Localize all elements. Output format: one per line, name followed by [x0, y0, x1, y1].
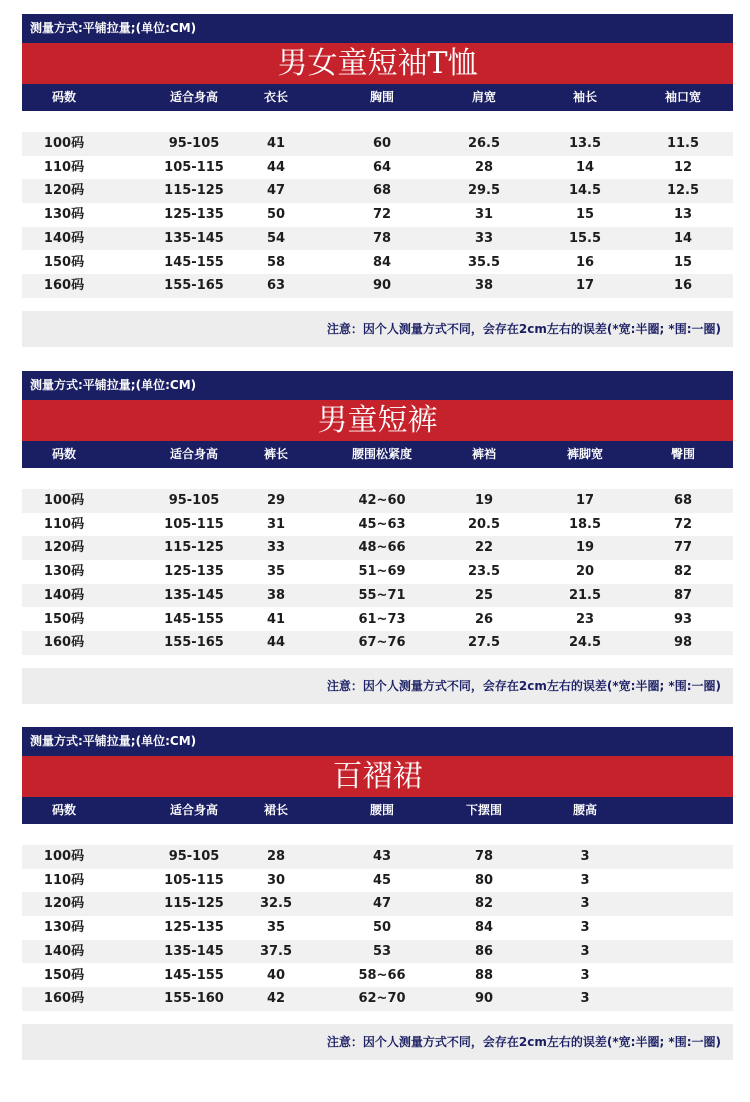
table-cell: 33: [266, 540, 286, 556]
table-cell: 160码: [43, 278, 85, 294]
table-cell: 150码: [43, 254, 85, 270]
table-cell: 90: [474, 991, 494, 1007]
table-cell: 3: [580, 920, 590, 936]
table-cell: 95-105: [168, 493, 220, 508]
table-cell: 31: [266, 516, 286, 532]
table-row: [22, 631, 733, 655]
table-cell: 12.5: [666, 183, 700, 199]
table-cell: 35: [266, 920, 286, 936]
table-cell: 44: [266, 159, 286, 175]
table-row: [22, 940, 733, 964]
table-cell: 80: [474, 872, 494, 888]
table-cell: 135-145: [164, 943, 224, 959]
table-cell: 16: [673, 278, 693, 294]
table-cell: 51~69: [358, 564, 406, 580]
table-cell: 38: [474, 278, 494, 294]
column-header: 裤脚宽: [566, 447, 604, 461]
table-cell: 45~63: [358, 516, 406, 532]
table-cell: 29.5: [467, 183, 501, 199]
table-cell: 21.5: [568, 587, 602, 603]
section-shorts: [22, 371, 733, 693]
table-cell: 45: [372, 872, 392, 888]
table-cell: 3: [580, 967, 590, 983]
table-cell: 98: [673, 635, 693, 651]
table-cell: 54: [266, 230, 286, 246]
table-cell: 30: [266, 872, 286, 888]
column-header: 裙长: [263, 803, 289, 817]
column-header: 裤长: [263, 447, 289, 461]
table-cell: 41: [266, 611, 286, 627]
table-cell: 87: [673, 587, 693, 603]
table-cell: 27.5: [467, 635, 501, 651]
section-title: 百褶裙: [22, 756, 733, 797]
table-cell: 48~66: [358, 540, 406, 556]
table-cell: 130码: [43, 920, 85, 936]
table-cell: 67~76: [358, 635, 406, 651]
table-row: [22, 156, 733, 180]
table-cell: 38: [266, 587, 286, 603]
table-cell: 17: [575, 493, 595, 508]
table-cell: 3: [580, 991, 590, 1007]
table-cell: 47: [266, 183, 286, 199]
column-header: 适合身高: [169, 447, 219, 461]
table-cell: 58: [266, 254, 286, 270]
table-cell: 130码: [43, 207, 85, 223]
table-cell: 82: [673, 564, 693, 580]
measure-method-label: 测量方式:平铺拉量;(单位:CM): [22, 727, 733, 756]
table-cell: 40: [266, 967, 286, 983]
table-cell: 35: [266, 564, 286, 580]
table-cell: 145-155: [164, 254, 224, 270]
table-cell: 29: [266, 493, 286, 508]
table-row: [22, 964, 733, 988]
table-cell: 22: [474, 540, 494, 556]
table-cell: 88: [474, 967, 494, 983]
column-header: 衣长: [263, 90, 289, 104]
table-row: [22, 987, 733, 1011]
column-header: 裤裆: [471, 447, 497, 461]
table-row: [22, 845, 733, 869]
table-cell: 155-160: [164, 991, 224, 1007]
table-cell: 12: [673, 159, 693, 175]
table-cell: 95-105: [168, 136, 220, 151]
table-cell: 33: [474, 230, 494, 246]
table-cell: 145-155: [164, 611, 224, 627]
table-cell: 15.5: [568, 230, 602, 246]
table-cell: 28: [474, 159, 494, 175]
table-row: [22, 892, 733, 916]
table-cell: 155-165: [164, 278, 224, 294]
table-cell: 105-115: [164, 159, 224, 175]
table-cell: 63: [266, 278, 286, 294]
section-title: 男童短裤: [22, 400, 733, 441]
table-cell: 82: [474, 896, 494, 912]
table-cell: 3: [580, 872, 590, 888]
table-row: [22, 536, 733, 560]
table-row: [22, 608, 733, 632]
column-header: 下摆围: [465, 803, 503, 817]
table-row: [22, 274, 733, 298]
table-cell: 53: [372, 943, 392, 959]
table-row: [22, 560, 733, 584]
table-cell: 13: [673, 207, 693, 223]
section-tshirt: [22, 14, 733, 336]
table-cell: 28: [266, 849, 286, 864]
table-cell: 60: [372, 136, 392, 151]
table-row: [22, 179, 733, 203]
table-cell: 100码: [43, 849, 85, 864]
table-cell: 37.5: [259, 943, 293, 959]
table-cell: 135-145: [164, 230, 224, 246]
table-cell: 25: [474, 587, 494, 603]
column-header: 胸围: [369, 90, 395, 104]
column-header: 码数: [51, 90, 77, 104]
table-cell: 11.5: [666, 136, 700, 151]
table-cell: 68: [372, 183, 392, 199]
column-header: 适合身高: [169, 803, 219, 817]
table-cell: 50: [372, 920, 392, 936]
table-cell: 31: [474, 207, 494, 223]
table-row: [22, 227, 733, 251]
table-cell: 58~66: [358, 967, 406, 983]
measure-method-label: 测量方式:平铺拉量;(单位:CM): [22, 371, 733, 400]
table-header: [22, 84, 733, 111]
column-header: 适合身高: [169, 90, 219, 104]
table-body: [22, 824, 733, 1049]
table-cell: 110码: [43, 159, 85, 175]
table-cell: 78: [372, 230, 392, 246]
table-cell: 32.5: [259, 896, 293, 912]
table-row: [22, 203, 733, 227]
table-cell: 44: [266, 635, 286, 651]
table-cell: 140码: [43, 943, 85, 959]
table-cell: 24.5: [568, 635, 602, 651]
table-cell: 20.5: [467, 516, 501, 532]
table-cell: 86: [474, 943, 494, 959]
table-cell: 15: [673, 254, 693, 270]
table-cell: 125-135: [164, 207, 224, 223]
table-cell: 62~70: [358, 991, 406, 1007]
table-cell: 55~71: [358, 587, 406, 603]
table-row: [22, 869, 733, 893]
table-row: [22, 132, 733, 156]
table-cell: 18.5: [568, 516, 602, 532]
table-cell: 42: [266, 991, 286, 1007]
table-cell: 90: [372, 278, 392, 294]
table-cell: 68: [673, 493, 693, 508]
column-header: 码数: [51, 447, 77, 461]
table-cell: 17: [575, 278, 595, 294]
table-cell: 145-155: [164, 967, 224, 983]
table-cell: 140码: [43, 230, 85, 246]
table-cell: 115-125: [164, 896, 224, 912]
table-cell: 3: [580, 896, 590, 912]
table-cell: 13.5: [568, 136, 602, 151]
table-cell: 72: [372, 207, 392, 223]
table-cell: 16: [575, 254, 595, 270]
column-header: 肩宽: [471, 90, 497, 104]
table-cell: 23: [575, 611, 595, 627]
column-header: 腰围松紧度: [351, 447, 413, 461]
table-cell: 105-115: [164, 516, 224, 532]
table-cell: 64: [372, 159, 392, 175]
table-cell: 160码: [43, 635, 85, 651]
table-cell: 84: [372, 254, 392, 270]
table-cell: 155-165: [164, 635, 224, 651]
table-cell: 77: [673, 540, 693, 556]
column-header: 袖长: [572, 90, 598, 104]
table-cell: 115-125: [164, 183, 224, 199]
column-header: 码数: [51, 803, 77, 817]
table-cell: 84: [474, 920, 494, 936]
table-cell: 140码: [43, 587, 85, 603]
table-cell: 14: [575, 159, 595, 175]
column-header: 腰围: [369, 803, 395, 817]
table-cell: 130码: [43, 564, 85, 580]
table-cell: 160码: [43, 991, 85, 1007]
section-pleated-skirt: [22, 727, 733, 1049]
table-cell: 135-145: [164, 587, 224, 603]
table-cell: 26: [474, 611, 494, 627]
table-row: [22, 584, 733, 608]
table-body: [22, 111, 733, 336]
table-header: [22, 441, 733, 468]
table-cell: 120码: [43, 540, 85, 556]
table-cell: 115-125: [164, 540, 224, 556]
table-cell: 19: [575, 540, 595, 556]
measurement-note: 注意：因个人测量方式不同，会存在2cm左右的误差(*宽:半圈; *围:一圈): [22, 311, 733, 347]
table-cell: 14: [673, 230, 693, 246]
table-cell: 110码: [43, 872, 85, 888]
table-cell: 14.5: [568, 183, 602, 199]
table-cell: 150码: [43, 611, 85, 627]
table-cell: 3: [580, 943, 590, 959]
table-cell: 3: [580, 849, 590, 864]
table-cell: 72: [673, 516, 693, 532]
table-cell: 110码: [43, 516, 85, 532]
table-cell: 47: [372, 896, 392, 912]
table-cell: 23.5: [467, 564, 501, 580]
table-cell: 95-105: [168, 849, 220, 864]
table-row: [22, 916, 733, 940]
table-cell: 100码: [43, 136, 85, 151]
table-cell: 120码: [43, 896, 85, 912]
table-cell: 42~60: [358, 493, 406, 508]
table-row: [22, 513, 733, 537]
table-cell: 41: [266, 136, 286, 151]
table-cell: 120码: [43, 183, 85, 199]
table-header: [22, 797, 733, 824]
column-header: 腰高: [572, 803, 598, 817]
table-cell: 20: [575, 564, 595, 580]
table-cell: 105-115: [164, 872, 224, 888]
table-cell: 78: [474, 849, 494, 864]
measurement-note: 注意：因个人测量方式不同，会存在2cm左右的误差(*宽:半圈; *围:一圈): [22, 668, 733, 704]
table-cell: 93: [673, 611, 693, 627]
table-cell: 150码: [43, 967, 85, 983]
table-cell: 19: [474, 493, 494, 508]
table-row: [22, 489, 733, 513]
table-cell: 26.5: [467, 136, 501, 151]
table-cell: 50: [266, 207, 286, 223]
column-header: 袖口宽: [664, 90, 702, 104]
measurement-note: 注意：因个人测量方式不同，会存在2cm左右的误差(*宽:半圈; *围:一圈): [22, 1024, 733, 1060]
table-cell: 125-135: [164, 564, 224, 580]
table-body: [22, 468, 733, 693]
column-header: 臀围: [670, 447, 696, 461]
table-cell: 15: [575, 207, 595, 223]
table-cell: 61~73: [358, 611, 406, 627]
table-cell: 125-135: [164, 920, 224, 936]
table-row: [22, 251, 733, 275]
section-title: 男女童短袖T恤: [22, 43, 733, 84]
table-cell: 43: [372, 849, 392, 864]
table-cell: 35.5: [467, 254, 501, 270]
table-cell: 100码: [43, 493, 85, 508]
measure-method-label: 测量方式:平铺拉量;(单位:CM): [22, 14, 733, 43]
